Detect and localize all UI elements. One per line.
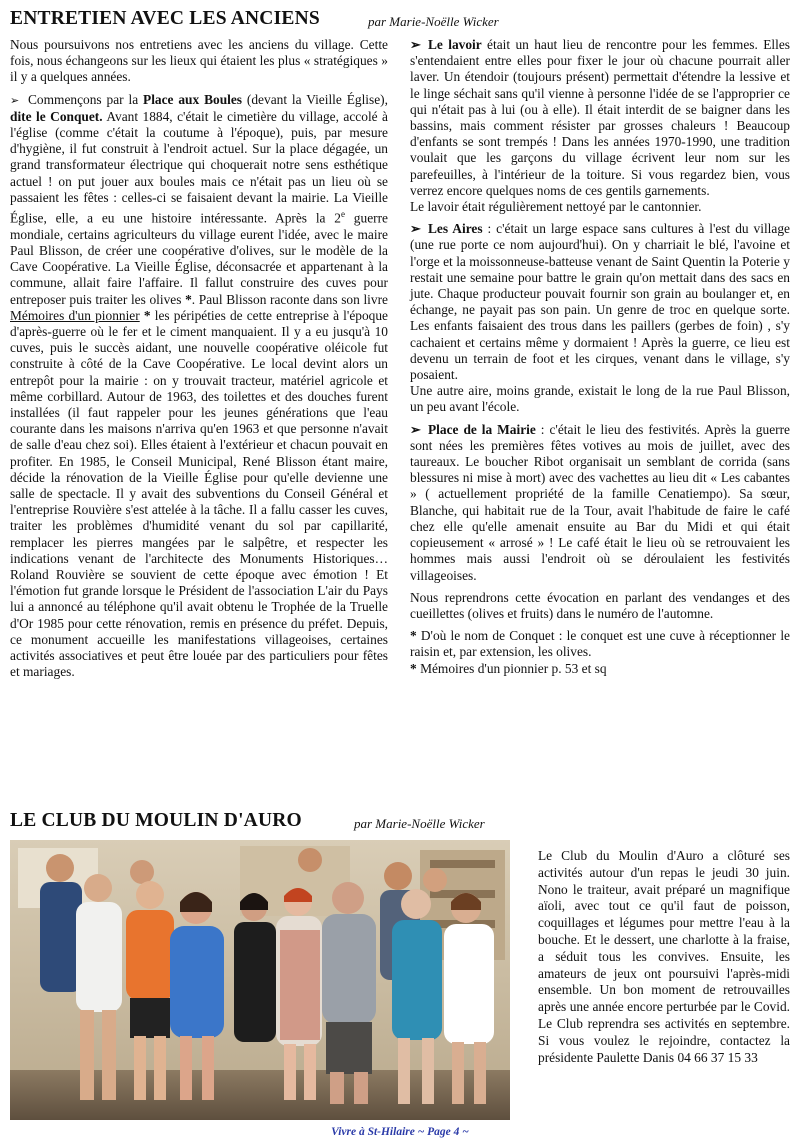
- article2-byline: par Marie-Noëlle Wicker: [354, 816, 485, 831]
- arrow-bullet-icon: ➢: [410, 37, 421, 52]
- footnote-conquet: * D'où le nom de Conquet : le conquet est une cuve à réceptionner le raisin et, par extension, les olives.: [410, 628, 790, 660]
- arrow-bullet-icon: ➢: [410, 421, 421, 437]
- lavoir-end: Le lavoir était régulièrement nettoyé par le cantonnier.: [410, 199, 702, 215]
- article2-title: LE CLUB DU MOULIN D'AURO: [10, 810, 302, 831]
- article1-left-column: [10, 37, 388, 680]
- mairie-paragraph: ➢ Place de la Mairie : c'était le lieu des festivités. Après la guerre sont nées les premières fêtes votives au mois de juillet, avec des taureaux. Le boucher Ribot organisait un semblant de corrida (sans blessures ni mise à mort) avec des vachettes au lieu dit « Les cabantes » ( actuellement propriété de la famille Cenatiempo). Sa sœur, Blanche, qui habitait rue de la Tour, avait l'habitude de faire le café chez elle qu'elle amenait ensuite au Bar du Midi et qui était copieusement « arrosé » ! Le café était le lieu où se retrouvaient les hommes mais aussi l'endroit où se déroulaient les festivités villageoises.: [410, 421, 791, 583]
- closing-paragraph: Nous reprendrons cette évocation en parlant des vendanges et des cueillettes (olives et fruits) dans le numéro de l'automne.: [410, 589, 790, 621]
- arrow-bullet-icon: ➢: [10, 94, 20, 107]
- arrow-bullet-icon: ➢: [410, 221, 421, 237]
- intro-paragraph: Nous poursuivons nos entretiens avec les anciens du village. Cette fois, nous échangeons sur les lieux qui étaient les plus « stratégiques » il y a quelques années.: [10, 37, 388, 85]
- club-group-photo: [10, 840, 510, 1120]
- page-footer: Vivre à St-Hilaire ~ Page 4 ~: [331, 1126, 469, 1138]
- article1-right-column: [410, 37, 790, 677]
- place-aux-boules-paragraph: ➢ Commençons par la Place aux Boules (devant la Vieille Église), dite le Conquet. Avant 1884, c'était le cimetière du village, accolé à l'église (comme c'était la coutume à l'époque), puis, par mesure d'hygiène, il fut construit à l'endroit actuel. Sur la place dégagée, un grand transformateur électrique qui choquerait notre sens esthétique actuel ! on put jouer aux boules mais ce n'était pas un lieu où se passaient les fêtes : celles-ci se faisaient devant la mairie. La Vieille Église, elle, a eu une histoire intéressante. Après la 2e guerre mondiale, certains agriculteurs du village eurent l'idée, avec le maire Paul Blisson, de créer une coopérative d'olives, sur le modèle de la Cave Coopérative. La Vieille Église, déconsacrée et appartenant à la commune, allait faire l'affaire. Il fallut construire des cuves pour entreposer puis traiter les olives *. Paul Blisson raconte dans son livre Mémoires d'un pionnier * les péripéties de cette entreprise à l'époque d'après-guerre où le fer et le ciment manquaient. Il y a eu jusqu'à 10 cuves, puis le succès aidant, une nouvelle coopérative oléicole fut construite à côté de la Cave Coopérative. Le local devint alors un entrepôt pour la mairie : on y trouvait tracteur, matériel agricole et même corbillard. Autour de 1963, des toilettes et des douches furent installées (il faut rappeler pour les jeunes générations que l'eau courante dans les maisons n'arriva qu'en 1963 et que personne n'avait de salle d'eau chez soi). Elles étaient à l'extérieur et chacun pouvait en profiter. En 1985, le Conseil Municipal, René Blisson étant maire, décide la rénovation de la Vieille Église pour qu'elle devienne une salle de spectacle. Il y avait des subventions du Conseil Général et l'entreprise Rouvière s'est attelée à la tâche. Il a fallu casser les cuves, traiter les problèmes d'humidité venant du sol par capillarité, remplacer les pierres mangées par le salpêtre, et respecter les indications venant de l'architecte des Monuments Historiques… Roland Rouvière se souvient de cette époque avec émotion ! Et l'émotion fut grande lorsque le Président de l'association L'air du Pays lui a annoncé au téléphone qu'il avait obtenu le Trophée de la Truelle d'Or 1985 pour cette rénovation, remis en présence du préfet. Depuis, ce monument accueille les manifestations villageoises, certaines activités associatives et peut être louée par des particuliers pour fêtes et mariages.: [10, 91, 389, 680]
- lavoir-paragraph: ➢ Le lavoir était un haut lieu de rencontre pour les femmes. Elles s'entendaient entre elles pour fixer le jour où chacune pourrait aller laver. Un étendoir (toujours présent) permettait d'étendre la lessive et le linge séchait sans qu'il vienne à personne l'idée de se l'approprier ce qui n'était pas à lui (ou à elle). Il était interdit de se baigner dans les bassins, mais comment résister par grosses chaleurs ! Beaucoup d'enfants se sont trempés ! Dans les années 1970-1990, une tradition voulait que les garçons du village écrivent leur nom sur les parefeuilles, à l'intérieur de la toiture. Si vous regardez bien, vous verrez encore quelques noms de ces gentils garnements.: [410, 37, 790, 198]
- book-title: Mémoires d'un pionnier: [10, 307, 140, 323]
- aires-end: Une autre aire, moins grande, existait le long de la rue Paul Blisson, un peu avant l'école.: [410, 383, 790, 415]
- aires-paragraph: ➢ Les Aires : c'était un large espace sans cultures à l'est du village (une rue porte ce nom aujourd'hui). On y charriait le blé, l'avoine et l'orge et la moissonneuse-batteuse venant de Saint Quentin la Poterie y restait une semaine pour battre le grain qu'on mettait dans des sacs en jute. Chaque producteur pouvait fournir son grain au boulanger et, en échange, ne payait pas son pain. Un genre de troc en quelque sorte. Les enfants faisaient des trous dans les paillers (gerbes de foin) , s'y cachaient et certains même y dormaient ! Après la guerre, ce lieu est devenu un terrain de foot et les cirques, venant dans le village, s'y posaient.: [410, 221, 790, 383]
- article1-byline: par Marie-Noëlle Wicker: [368, 14, 499, 29]
- article2-header: [10, 810, 790, 836]
- footnote-memoires: * Mémoires d'un pionnier p. 53 et sq: [410, 660, 607, 676]
- club-article-text: Le Club du Moulin d'Auro a clôturé ses activités autour d'un repas le jeudi 30 juin. Nono le traiteur, avait préparé un magnifique aïoli, avec tout ce qu'il faut de poisson, coquillages et légumes pour mettre l'eau à la bouche. Et le dessert, une charlotte à la fraise, a séduit tous les convives. Ensuite, les amateurs de jeux ont poursuivi l'après-midi ensemble. Un bon moment de retrouvailles après une année encore perturbée par le Covid. Le Club reprendra ses activités en septembre. Si vous voulez le rejoindre, contactez la présidente Paulette Danis 04 66 37 15 33: [538, 848, 790, 1065]
- article1-header: [10, 8, 790, 34]
- article1-title: ENTRETIEN AVEC LES ANCIENS: [10, 8, 320, 29]
